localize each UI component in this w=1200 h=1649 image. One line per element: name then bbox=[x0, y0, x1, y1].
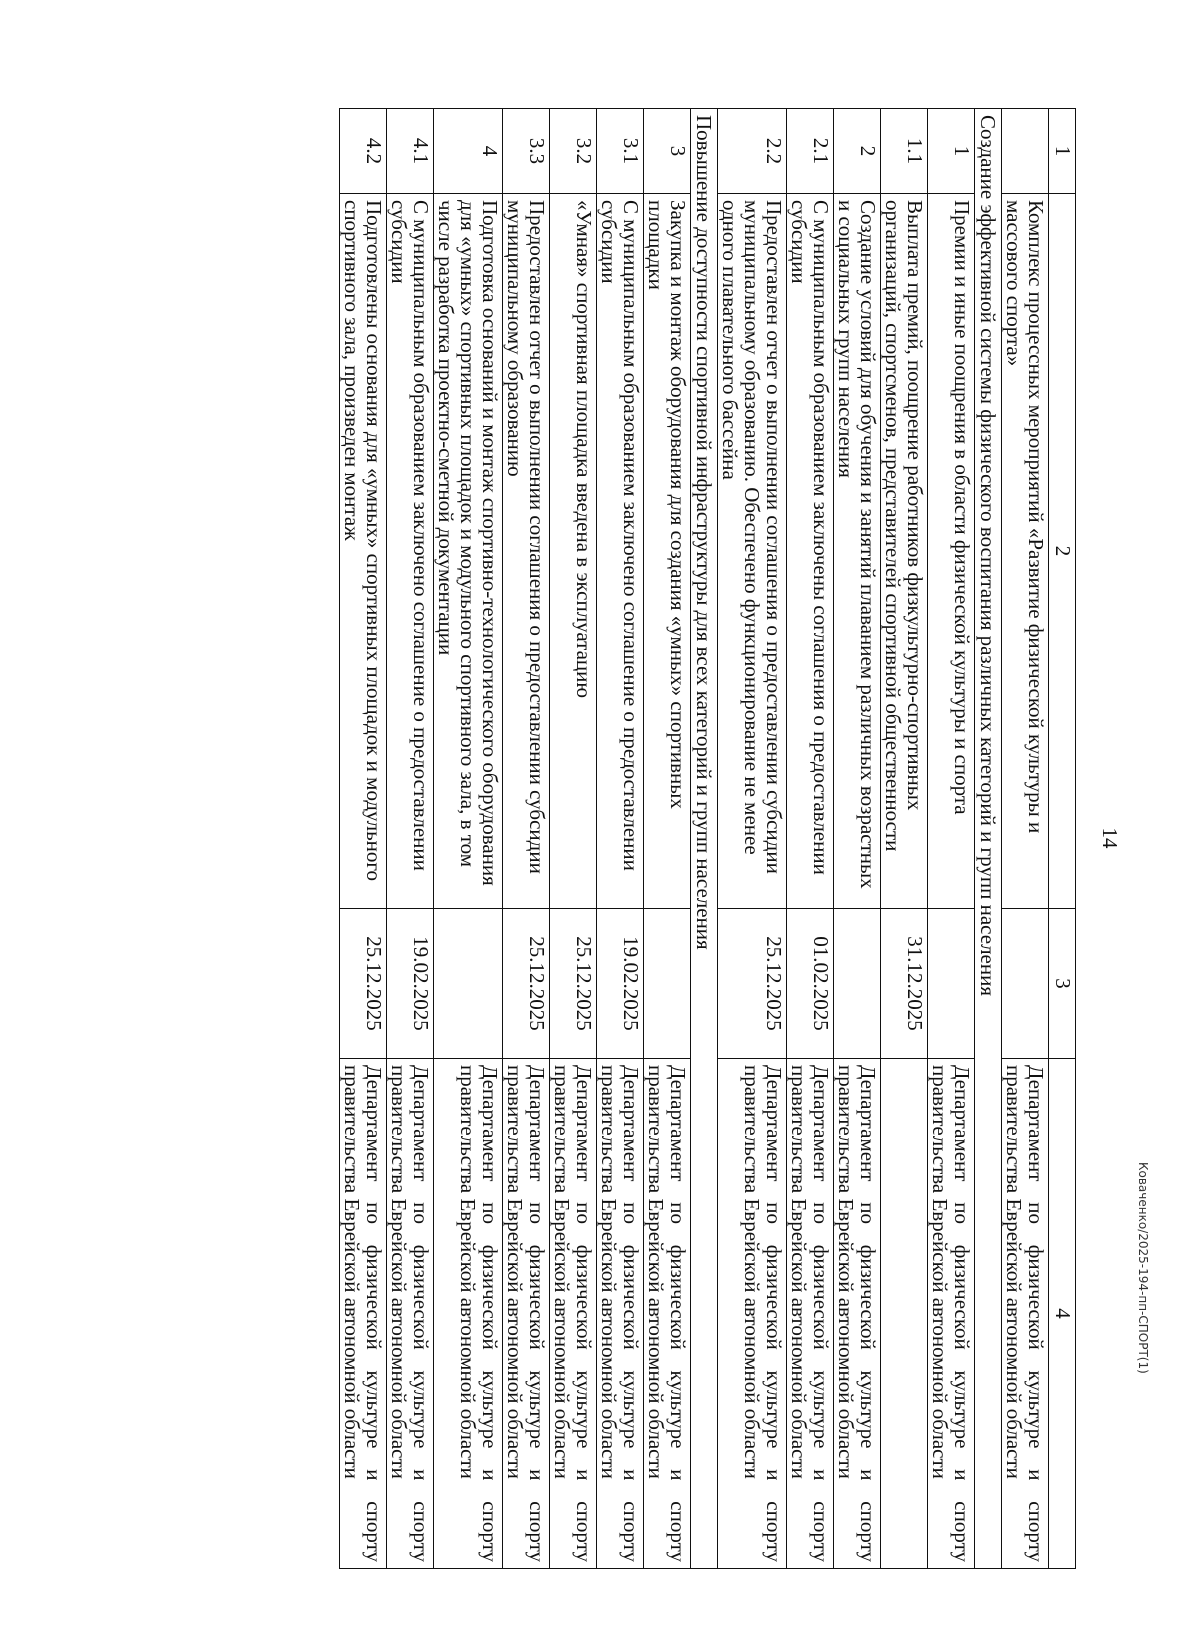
row-deadline: 25.12.2025 bbox=[503, 909, 550, 1059]
row-deadline: 19.02.2025 bbox=[387, 909, 434, 1059]
row-number: 3.3 bbox=[503, 109, 550, 194]
row-description: Подготовка оснований и монтаж спортивно-технологического оборудования для «умных» спортивных площадок и модульного спортивного зала, в том числе разработка проектно-сметной документации bbox=[434, 194, 503, 909]
row-number: 2.2 bbox=[718, 109, 787, 194]
row-description: С муниципальным образованием заключено соглашение о предоставлении субсидии bbox=[597, 194, 644, 909]
row-description: Выплата премий, поощрение работников физкультурно-спортивных организаций, спортсменов, представителей спортивной общественности bbox=[881, 194, 928, 909]
row-number: 4 bbox=[434, 109, 503, 194]
row-description: «Умная» спортивная площадка введена в эксплуатацию bbox=[550, 194, 597, 909]
row-description: Предоставлен отчет о выполнении соглашения о предоставлении субсидии муниципальному образованию. Обеспечено функционирование не менее одного плавательного бассейна bbox=[718, 194, 787, 909]
row-responsible: Департамент по физической культуре и спорту правительства Еврейской автономной области bbox=[550, 1059, 597, 1569]
page-number: 14 bbox=[1098, 827, 1122, 849]
row-deadline bbox=[644, 909, 691, 1059]
table-row bbox=[387, 109, 434, 1569]
section-heading: Повышение доступности спортивной инфраструктуры для всех категорий и групп населения bbox=[691, 109, 718, 1569]
row-description: Создание условий для обучения и занятий плаванием различных возрастных и социальных групп населения bbox=[834, 194, 881, 909]
row-number bbox=[1002, 109, 1049, 194]
row-deadline: 19.02.2025 bbox=[597, 909, 644, 1059]
row-number: 4.2 bbox=[340, 109, 387, 194]
table-row bbox=[834, 109, 881, 1569]
header-cell: 4 bbox=[1049, 1059, 1076, 1569]
table-row bbox=[340, 109, 387, 1569]
table-row bbox=[1002, 109, 1049, 1569]
row-number: 2.1 bbox=[787, 109, 834, 194]
row-responsible: Департамент по физической культуре и спорту правительства Еврейской автономной области bbox=[1002, 1059, 1049, 1569]
table-row bbox=[434, 109, 503, 1569]
table-row bbox=[597, 109, 644, 1569]
row-responsible: Департамент по физической культуре и спорту правительства Еврейской автономной области bbox=[718, 1059, 787, 1569]
section-heading: Создание эффективной системы физического воспитания различных категорий и групп населения bbox=[975, 109, 1002, 1569]
row-number: 4.1 bbox=[387, 109, 434, 194]
table-row bbox=[787, 109, 834, 1569]
table-row bbox=[881, 109, 928, 1569]
section-row bbox=[691, 109, 718, 1569]
rotated-page bbox=[198, 108, 1122, 1568]
header-cell: 3 bbox=[1049, 909, 1076, 1059]
plan-table bbox=[339, 108, 1076, 1569]
row-responsible: Департамент по физической культуре и спорту правительства Еврейской автономной области bbox=[597, 1059, 644, 1569]
row-responsible: Департамент по физической культуре и спорту правительства Еврейской автономной области bbox=[387, 1059, 434, 1569]
row-description: Предоставлен отчет о выполнении соглашения о предоставлении субсидии муниципальному образованию bbox=[503, 194, 550, 909]
row-number: 2 bbox=[834, 109, 881, 194]
row-responsible: Департамент по физической культуре и спорту правительства Еврейской автономной области bbox=[644, 1059, 691, 1569]
section-row bbox=[975, 109, 1002, 1569]
header-cell: 1 bbox=[1049, 109, 1076, 194]
row-responsible: Департамент по физической культуре и спорту правительства Еврейской автономной области bbox=[834, 1059, 881, 1569]
row-description: Комплекс процессных мероприятий «Развитие физической культуры и массового спорта» bbox=[1002, 194, 1049, 909]
row-responsible: Департамент по физической культуре и спорту правительства Еврейской автономной области bbox=[434, 1059, 503, 1569]
row-responsible bbox=[881, 1059, 928, 1569]
row-responsible: Департамент по физической культуре и спорту правительства Еврейской автономной области bbox=[503, 1059, 550, 1569]
row-number: 3.1 bbox=[597, 109, 644, 194]
row-deadline bbox=[928, 909, 975, 1059]
row-description: Закупка и монтаж оборудования для создания «умных» спортивных площадки bbox=[644, 194, 691, 909]
row-deadline: 01.02.2025 bbox=[787, 909, 834, 1059]
table-row bbox=[503, 109, 550, 1569]
row-description: Премии и иные поощрения в области физической культуры и спорта bbox=[928, 194, 975, 909]
table-row bbox=[644, 109, 691, 1569]
table-row bbox=[928, 109, 975, 1569]
row-responsible: Департамент по физической культуре и спорту правительства Еврейской автономной области bbox=[928, 1059, 975, 1569]
table-row bbox=[550, 109, 597, 1569]
row-deadline: 25.12.2025 bbox=[718, 909, 787, 1059]
row-number: 3 bbox=[644, 109, 691, 194]
row-deadline bbox=[834, 909, 881, 1059]
row-responsible: Департамент по физической культуре и спорту правительства Еврейской автономной области bbox=[340, 1059, 387, 1569]
document-footnote: Коваченко/2025-194-пп-СПОРТ(1) bbox=[1136, 1162, 1150, 1374]
table-row bbox=[718, 109, 787, 1569]
row-deadline: 31.12.2025 bbox=[881, 909, 928, 1059]
header-cell: 2 bbox=[1049, 194, 1076, 909]
row-number: 1.1 bbox=[881, 109, 928, 194]
row-deadline: 25.12.2025 bbox=[550, 909, 597, 1059]
row-number: 3.2 bbox=[550, 109, 597, 194]
row-number: 1 bbox=[928, 109, 975, 194]
table-header-row bbox=[1049, 109, 1076, 1569]
row-deadline bbox=[434, 909, 503, 1059]
row-deadline bbox=[1002, 909, 1049, 1059]
row-description: Подготовлены основания для «умных» спортивных площадок и модульного спортивного зала, произведен монтаж bbox=[340, 194, 387, 909]
row-description: С муниципальным образованием заключено соглашение о предоставлении субсидии bbox=[387, 194, 434, 909]
row-deadline: 25.12.2025 bbox=[340, 909, 387, 1059]
row-responsible: Департамент по физической культуре и спорту правительства Еврейской автономной области bbox=[787, 1059, 834, 1569]
row-description: С муниципальным образованием заключены соглашения о предоставлении субсидии bbox=[787, 194, 834, 909]
